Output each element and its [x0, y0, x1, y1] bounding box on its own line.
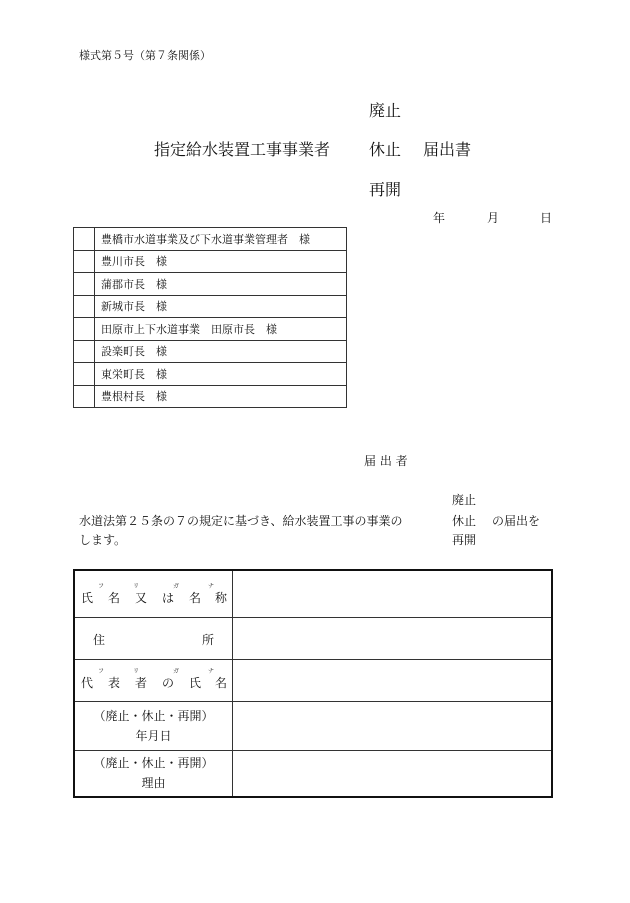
addressee-name: 田原市上下水道事業 田原市長 様: [95, 318, 347, 341]
date-day: 日: [540, 211, 553, 225]
addressee-name: 豊橋市水道事業及び下水道事業管理者 様: [95, 228, 347, 251]
form-row-reason: [74, 751, 552, 797]
label-char: 氏: [81, 591, 94, 605]
body-text-tail: の届出を: [492, 514, 541, 528]
name-input-cell[interactable]: [233, 570, 553, 618]
addressee-name: 新城市長 様: [95, 295, 347, 318]
addressee-row: [74, 363, 347, 386]
label-char: 又: [135, 591, 148, 605]
addressee-row: [74, 385, 347, 408]
representative-input-cell[interactable]: [233, 660, 553, 702]
notification-form-table: [73, 569, 553, 798]
body-option-resume: 再開: [452, 533, 477, 547]
addressee-name: 蒲郡市長 様: [95, 273, 347, 296]
addressee-checkbox[interactable]: [74, 363, 95, 386]
body-option-abolish: 廃止: [452, 493, 477, 507]
title-option-suspend: 休止: [369, 140, 402, 159]
date-year: 年: [433, 211, 446, 225]
reason-input-cell[interactable]: [233, 751, 553, 797]
addressee-row: [74, 273, 347, 296]
furigana-hint: リ: [133, 668, 140, 675]
addressee-row: [74, 250, 347, 273]
label-char: 代: [81, 676, 94, 690]
label-char: 氏: [189, 676, 202, 690]
furigana-hint: ガ: [173, 583, 180, 590]
reason-label-line2: 理由: [141, 776, 166, 791]
addressee-row: [74, 340, 347, 363]
addressee-checkbox[interactable]: [74, 295, 95, 318]
date-input-cell[interactable]: [233, 702, 553, 751]
label-char: 名: [108, 591, 121, 605]
form-row-address: [74, 618, 552, 660]
form-number: 様式第５号（第７条関係）: [79, 49, 211, 62]
addressee-checkbox[interactable]: [74, 228, 95, 251]
furigana-hint: フ: [98, 668, 105, 675]
form-row-name: [74, 570, 552, 618]
addressee-checkbox[interactable]: [74, 318, 95, 341]
addressee-name: 設楽町長 様: [95, 340, 347, 363]
form-row-date: [74, 702, 552, 751]
label-char: 表: [108, 676, 121, 690]
furigana-hint: ナ: [208, 583, 215, 590]
reason-label-line1: （廃止・休止・再開）: [93, 756, 214, 771]
form-row-representative: [74, 660, 552, 702]
title-option-abolish: 廃止: [369, 101, 402, 120]
body-text-line1: 水道法第２５条の７の規定に基づき、給水装置工事の事業の: [79, 514, 403, 528]
label-char: 所: [202, 633, 215, 647]
date-label-cell: [74, 702, 233, 751]
address-input-cell[interactable]: [233, 618, 553, 660]
addressee-row: [74, 228, 347, 251]
date-month: 月: [487, 211, 500, 225]
addressee-checkbox[interactable]: [74, 250, 95, 273]
page-title: 指定給水装置工事事業者: [154, 140, 331, 159]
addressee-row: [74, 318, 347, 341]
label-char: 住: [93, 633, 106, 647]
label-char: 称: [215, 591, 228, 605]
addressee-table: [73, 227, 347, 408]
address-label-cell: [74, 618, 233, 660]
furigana-hint: ナ: [208, 668, 215, 675]
label-char: 名: [189, 591, 202, 605]
furigana-hint: フ: [98, 583, 105, 590]
label-char: の: [162, 676, 175, 690]
furigana-hint: ガ: [173, 668, 180, 675]
body-text-line2: します。: [79, 533, 127, 547]
body-option-suspend: 休止: [452, 514, 477, 528]
representative-label-cell: [74, 660, 233, 702]
date-label-line2: 年月日: [135, 729, 172, 743]
addressee-row: [74, 295, 347, 318]
addressee-name: 東栄町長 様: [95, 363, 347, 386]
title-option-resume: 再開: [369, 180, 402, 199]
addressee-checkbox[interactable]: [74, 273, 95, 296]
addressee-checkbox[interactable]: [74, 385, 95, 408]
label-char: 者: [135, 676, 148, 690]
name-label-cell: [74, 570, 233, 618]
furigana-hint: リ: [133, 583, 140, 590]
reason-label-cell: [74, 751, 233, 797]
title-suffix: 届出書: [423, 140, 472, 159]
addressee-name: 豊川市長 様: [95, 250, 347, 273]
label-char: 名: [215, 676, 228, 690]
addressee-name: 豊根村長 様: [95, 385, 347, 408]
notifier-label: 届 出 者: [364, 454, 408, 468]
addressee-checkbox[interactable]: [74, 340, 95, 363]
label-char: は: [162, 591, 175, 605]
date-label-line1: （廃止・休止・再開）: [93, 709, 214, 723]
